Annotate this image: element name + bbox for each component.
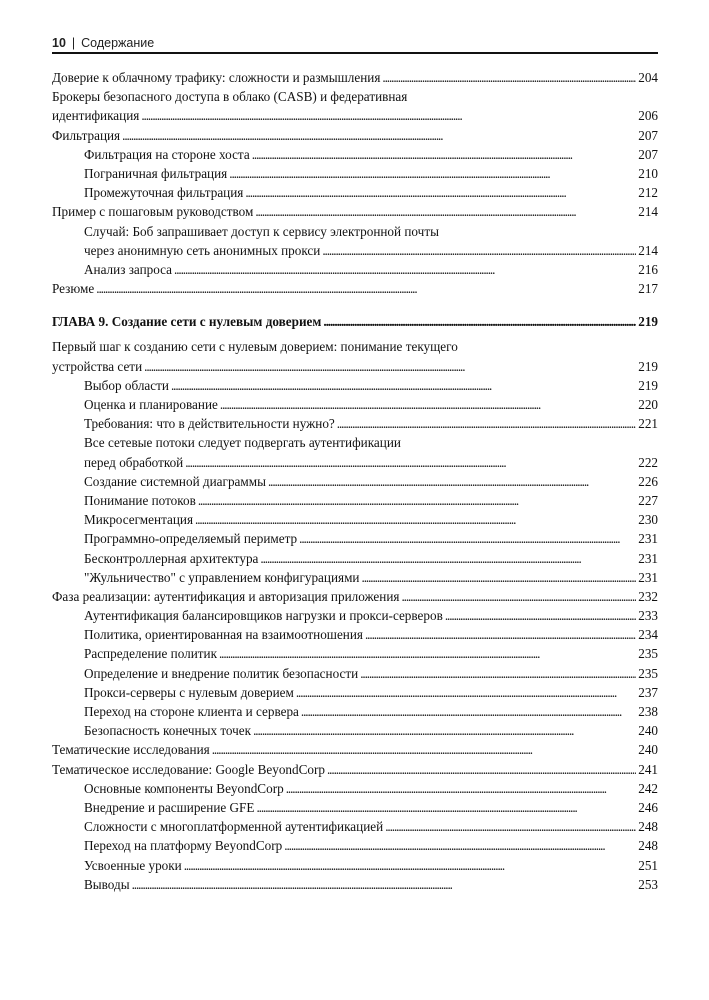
chapter-gap-before	[52, 298, 658, 312]
toc-entry-title: Выбор области	[84, 377, 169, 393]
toc-entry-page-number: 227	[638, 492, 658, 508]
toc-entry[interactable]	[52, 644, 658, 663]
toc-dot-leader	[198, 491, 636, 510]
toc-entry-title: Тематическое исследование: Google BeyondCorp	[52, 761, 325, 777]
toc-entry-page-number: 240	[638, 723, 658, 739]
toc-entry[interactable]	[52, 472, 658, 491]
toc-dot-leader	[256, 798, 636, 817]
toc-entry-title: Сложности с многоплатформенной аутентификацией	[84, 819, 384, 835]
toc-entry-title: Пограничная фильтрация	[84, 165, 228, 181]
toc-entry-title: Микросегментация	[84, 512, 194, 528]
toc-entry[interactable]	[52, 760, 658, 779]
toc-dot-leader	[286, 779, 637, 798]
toc-entry-title: ГЛАВА 9. Создание сети с нулевым доверием	[52, 314, 322, 330]
toc-entry-page-number: 219	[638, 377, 658, 393]
toc-dot-leader	[284, 836, 636, 855]
toc-entry-page-number: 222	[638, 454, 658, 470]
toc-entry-title: Фильтрация на стороне хоста	[84, 146, 250, 162]
toc-entry-title-line1: Все сетевые потоки следует подвергать аутентификации	[84, 435, 401, 451]
toc-dot-leader	[252, 145, 637, 164]
toc-dot-leader	[171, 376, 636, 395]
toc-entry-page-number: 251	[638, 857, 658, 873]
toc-entry-title: Требования: что в действительности нужно?	[84, 416, 335, 432]
toc-dot-leader	[219, 644, 636, 663]
toc-entry-page-number: 220	[638, 397, 658, 412]
toc-entry[interactable]	[52, 683, 658, 702]
toc-dot-leader	[260, 549, 636, 568]
toc-entry[interactable]	[52, 491, 658, 510]
toc-entry-page-number: 233	[638, 608, 658, 624]
toc-entry-title: устройства сети	[52, 358, 143, 374]
toc-entry-title: Создание системной диаграммы	[84, 473, 266, 489]
toc-entry-page-number: 207	[638, 146, 658, 162]
toc-entry-page-number: 237	[638, 684, 658, 700]
toc-dot-leader	[245, 183, 636, 202]
toc-entry[interactable]	[52, 106, 658, 125]
toc-entry-title: Пример с пошаговым руководством	[52, 204, 254, 220]
toc-entry-page-number: 234	[638, 627, 658, 643]
toc-entry-page-number: 231	[638, 531, 658, 547]
toc-entry[interactable]	[52, 779, 658, 798]
toc-dot-leader	[365, 625, 636, 644]
toc-entry-page-number: 248	[638, 819, 658, 835]
toc-dot-leader	[362, 568, 637, 587]
toc-dot-leader	[255, 202, 636, 221]
toc-entry-title: Аутентификация балансировщиков нагрузки и прокси-серверов	[84, 608, 443, 624]
toc-entry[interactable]	[52, 145, 658, 164]
toc-entry-page-number: 214	[638, 242, 658, 258]
toc-dot-leader	[322, 241, 636, 260]
header-section-title: Содержание	[81, 36, 155, 50]
toc-entry[interactable]	[52, 740, 658, 759]
toc-entry[interactable]	[52, 202, 658, 221]
toc-entry-title: Выводы	[84, 876, 130, 892]
toc-dot-leader	[382, 68, 636, 87]
toc-entry[interactable]	[52, 625, 658, 644]
toc-dot-leader	[301, 702, 636, 721]
toc-entry-page-number: 238	[638, 704, 658, 719]
toc-dot-leader	[268, 472, 636, 491]
toc-entry-title: через анонимную сеть анонимных прокси	[84, 242, 321, 258]
toc-dot-leader	[220, 395, 636, 414]
running-header	[52, 36, 658, 52]
toc-entry[interactable]	[52, 587, 658, 606]
toc-entry-title-line1: Первый шаг к созданию сети с нулевым доверием: понимание текущего	[52, 339, 458, 355]
toc-entry-title-line1: Брокеры безопасного доступа в облако (CASB) и федеративная	[52, 89, 408, 105]
toc-entry-title: Безопасность конечных точек	[84, 723, 252, 739]
toc-entry[interactable]	[52, 68, 658, 87]
toc-entry[interactable]	[52, 836, 658, 855]
toc-entry-page-number: 216	[638, 261, 658, 277]
toc-entry[interactable]	[52, 164, 658, 183]
toc-entry-title: "Жульничество" с управлением конфигурациями	[84, 569, 360, 585]
toc-entry-title: идентификация	[52, 108, 140, 124]
toc-entry-page-number: 232	[638, 588, 658, 604]
toc-dot-leader	[323, 312, 636, 331]
header-rule	[52, 52, 658, 54]
toc-dot-leader	[401, 587, 636, 606]
toc-entry-page-number: 235	[638, 665, 658, 681]
toc-entry[interactable]	[52, 798, 658, 817]
toc-dot-leader	[195, 510, 636, 529]
toc-dot-leader	[337, 414, 636, 433]
toc-dot-leader	[385, 817, 636, 836]
toc-entry-title: Переход на платформу BeyondCorp	[84, 838, 283, 854]
toc-dot-leader	[253, 721, 636, 740]
toc-entry-title: Фильтрация	[52, 127, 121, 143]
toc-entry-title: Переход на стороне клиента и сервера	[84, 704, 299, 719]
toc-entry-title: Политика, ориентированная на взаимоотношения	[84, 627, 363, 643]
toc-entry-page-number: 240	[638, 742, 658, 758]
toc-entry-title: Прокси-серверы с нулевым доверием	[84, 684, 294, 700]
toc-entry-page-number: 235	[638, 646, 658, 662]
toc-entry[interactable]	[52, 126, 658, 145]
toc-chapter-entry[interactable]	[52, 312, 658, 331]
toc-entry[interactable]	[52, 817, 658, 836]
toc-entry[interactable]	[52, 664, 658, 683]
toc-entry-title: Определение и внедрение политик безопасности	[84, 665, 359, 681]
toc-entry-page-number: 241	[638, 761, 658, 777]
toc-entry-page-number: 206	[638, 108, 658, 124]
toc-entry[interactable]	[52, 875, 658, 894]
toc-entry[interactable]	[52, 357, 658, 376]
toc-entry-title: перед обработкой	[84, 454, 184, 470]
toc-entry[interactable]	[52, 568, 658, 587]
toc-dot-leader	[184, 856, 636, 875]
toc-entry[interactable]	[52, 529, 658, 548]
toc-entry-page-number: 210	[638, 165, 658, 181]
toc-entry[interactable]	[52, 549, 658, 568]
toc-entry-title: Распределение политик	[84, 646, 217, 662]
toc-entry-page-number: 226	[638, 473, 658, 489]
toc-entry[interactable]	[52, 183, 658, 202]
toc-entry[interactable]	[52, 260, 658, 279]
toc-entry[interactable]	[52, 453, 658, 472]
toc-entry-page-number: 242	[638, 780, 658, 796]
toc-entry-title: Внедрение и расширение GFE	[84, 799, 255, 815]
header-separator: |	[71, 36, 76, 50]
toc-entry-page-number: 246	[638, 799, 658, 815]
toc-entry-page-number: 217	[638, 281, 658, 297]
toc-entry[interactable]	[52, 414, 658, 433]
toc-entry-title: Анализ запроса	[84, 261, 173, 277]
toc-entry-title: Программно-определяемый периметр	[84, 531, 298, 547]
toc-entry-title: Фаза реализации: аутентификация и авторизация приложения	[52, 588, 400, 604]
toc-dot-leader	[229, 164, 636, 183]
toc-entry[interactable]	[52, 376, 658, 395]
toc-dot-leader	[327, 760, 636, 779]
toc-dot-leader	[141, 106, 636, 125]
toc-dot-leader	[185, 453, 636, 472]
toc-entry[interactable]	[52, 241, 658, 260]
toc-dot-leader	[174, 260, 636, 279]
toc-entry-page-number: 253	[638, 876, 658, 892]
toc-entry[interactable]	[52, 279, 658, 298]
table-of-contents	[52, 68, 658, 894]
toc-entry-title: Основные компоненты BeyondCorp	[84, 780, 284, 796]
toc-entry-page-number: 231	[638, 569, 658, 585]
toc-entry-page-number: 214	[638, 204, 658, 220]
toc-dot-leader	[360, 664, 636, 683]
toc-entry[interactable]	[52, 702, 658, 721]
toc-entry-title: Тематические исследования	[52, 742, 210, 758]
toc-entry-page-number: 231	[638, 550, 658, 566]
toc-entry-title: Промежуточная фильтрация	[84, 185, 244, 201]
toc-entry[interactable]	[52, 721, 658, 740]
toc-entry-page-number: 212	[638, 185, 658, 201]
toc-entry[interactable]	[52, 510, 658, 529]
toc-dot-leader	[299, 529, 636, 548]
toc-entry-title: Бесконтроллерная архитектура	[84, 550, 259, 566]
toc-entry[interactable]	[52, 395, 658, 414]
toc-entry-page-number: 204	[638, 70, 658, 85]
toc-dot-leader	[132, 875, 637, 894]
toc-dot-leader	[445, 606, 636, 625]
toc-dot-leader	[212, 740, 637, 759]
toc-entry-page-number: 219	[638, 314, 658, 330]
toc-dot-leader	[296, 683, 636, 702]
toc-entry-title-line1: Случай: Боб запрашивает доступ к сервису электронной почты	[84, 223, 439, 239]
toc-entry-page-number: 230	[638, 512, 658, 528]
toc-entry-page-number: 219	[638, 358, 658, 374]
toc-entry-title: Понимание потоков	[84, 492, 196, 508]
toc-entry-title: Доверие к облачному трафику: сложности и размышления	[52, 70, 381, 85]
toc-entry-page-number: 207	[638, 127, 658, 143]
toc-dot-leader	[144, 357, 636, 376]
page-number: 10	[52, 36, 66, 50]
toc-entry-page-number: 221	[638, 416, 658, 432]
toc-dot-leader	[122, 126, 636, 145]
toc-entry-title: Резюме	[52, 281, 95, 297]
toc-entry-title: Усвоенные уроки	[84, 857, 182, 873]
toc-entry[interactable]	[52, 606, 658, 625]
toc-entry-page-number: 248	[638, 838, 658, 854]
toc-dot-leader	[96, 279, 636, 298]
toc-entry-title: Оценка и планирование	[84, 397, 218, 412]
toc-entry[interactable]	[52, 856, 658, 875]
